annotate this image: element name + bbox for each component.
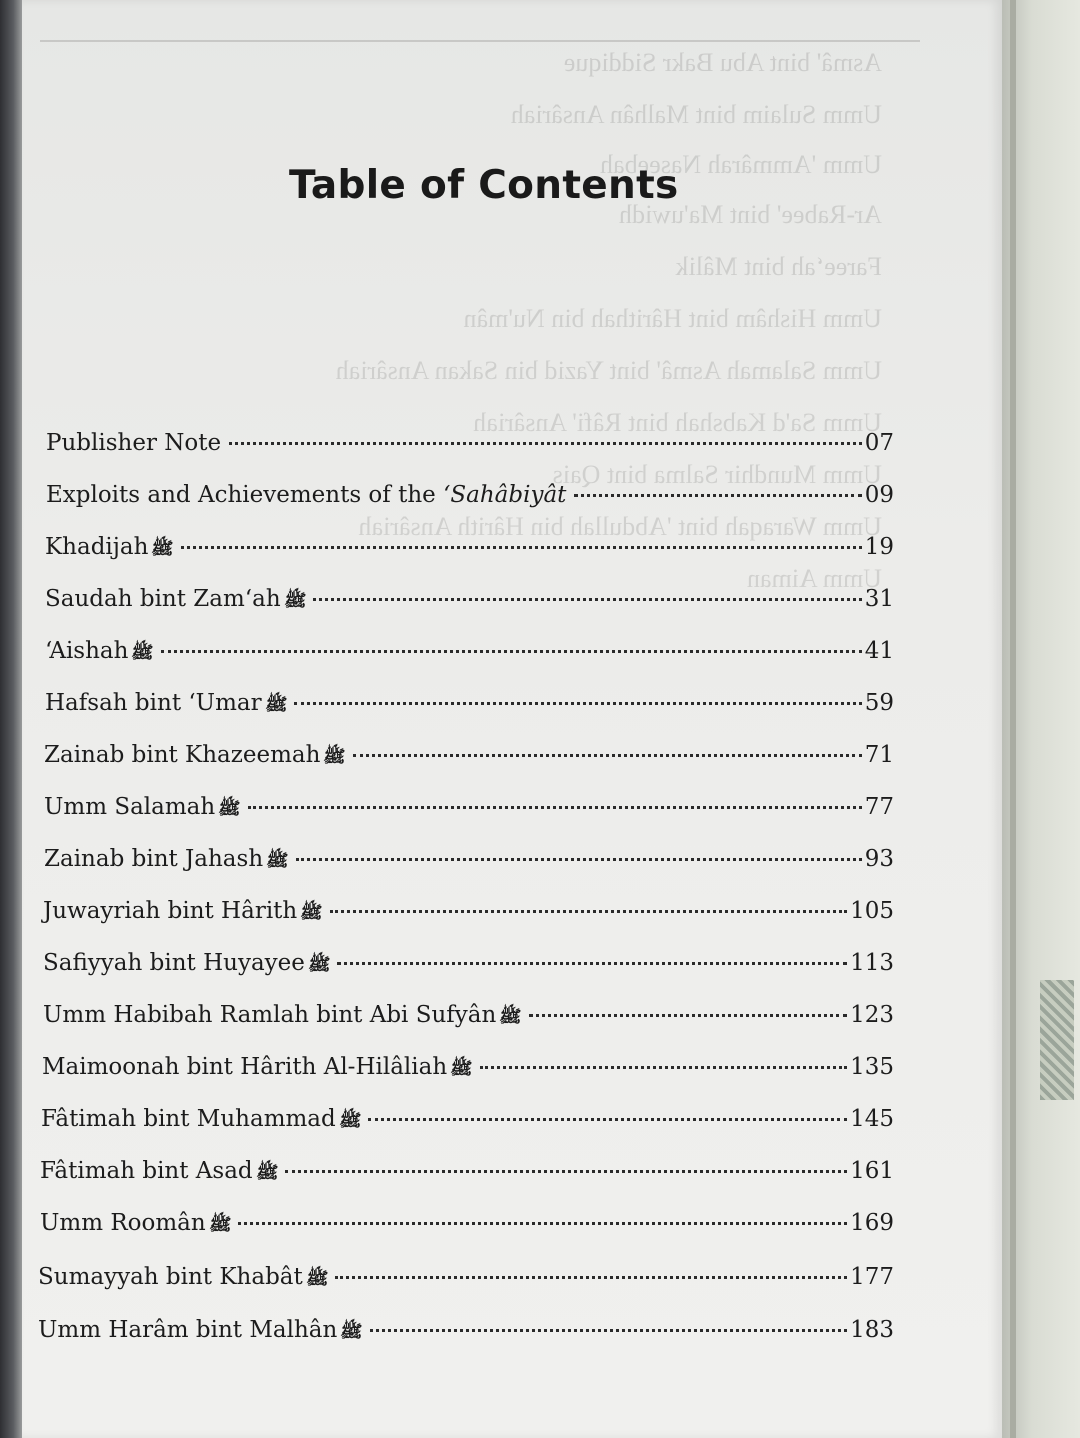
toc-page-number: 145 bbox=[850, 1106, 894, 1132]
honorific-symbol: ﷺ bbox=[340, 1322, 363, 1342]
dot-leader bbox=[480, 1066, 847, 1069]
adjacent-page-edge bbox=[1000, 0, 1080, 1438]
honorific-symbol: ﷺ bbox=[266, 851, 289, 871]
running-header-rule bbox=[40, 40, 920, 42]
toc-entry[interactable] bbox=[42, 1054, 894, 1094]
honorific-symbol: ﷺ bbox=[450, 1059, 473, 1079]
toc-entry[interactable] bbox=[46, 482, 894, 522]
toc-entry-title: Umm Salamah bbox=[44, 794, 216, 820]
toc-entry[interactable] bbox=[38, 1264, 894, 1304]
honorific-symbol: ﷺ bbox=[255, 1163, 279, 1183]
toc-page-number: 177 bbox=[850, 1264, 894, 1290]
toc-entry[interactable] bbox=[45, 534, 894, 574]
toc-page-number: 169 bbox=[850, 1210, 894, 1236]
toc-entry[interactable] bbox=[43, 950, 894, 990]
toc-entry[interactable] bbox=[43, 898, 894, 938]
toc-page-number: 77 bbox=[864, 794, 894, 820]
dot-leader bbox=[229, 442, 862, 445]
dot-leader bbox=[574, 494, 861, 497]
toc-entry[interactable] bbox=[45, 690, 894, 730]
toc-page-number: 105 bbox=[850, 898, 894, 924]
toc-entry[interactable] bbox=[45, 638, 894, 678]
honorific-symbol: ﷺ bbox=[499, 1007, 522, 1027]
toc-entry-title: Khadijah bbox=[45, 534, 149, 560]
toc-entry-title: Umm Harâm bint Malhân bbox=[38, 1317, 338, 1343]
honorific-symbol: ﷺ bbox=[131, 643, 155, 663]
dot-leader bbox=[337, 962, 847, 965]
toc-page-number: 59 bbox=[864, 690, 894, 716]
toc-entry[interactable] bbox=[45, 586, 894, 626]
toc-page-number: 31 bbox=[864, 586, 894, 612]
toc-page-number: 161 bbox=[850, 1158, 894, 1184]
toc-entry-title: Umm Habibah Ramlah bint Abi Sufyân bbox=[43, 1002, 497, 1028]
toc-page-number: 123 bbox=[850, 1002, 894, 1028]
honorific-symbol: ﷺ bbox=[283, 591, 307, 611]
toc-page-number: 183 bbox=[850, 1317, 894, 1343]
toc-entry-title: Fâtimah bint Muhammad bbox=[41, 1106, 336, 1132]
toc-entry-title-roman: Exploits and Achievements of the bbox=[46, 482, 444, 508]
toc-entry-title: Juwayriah bint Hârith bbox=[43, 898, 298, 924]
honorific-symbol: ﷺ bbox=[300, 903, 323, 923]
toc-page-number: 71 bbox=[864, 742, 894, 768]
toc-page-number: 135 bbox=[850, 1054, 894, 1080]
toc-entry-title: Zainab bint Khazeemah bbox=[44, 742, 321, 768]
cover-ornament bbox=[1040, 980, 1074, 1100]
honorific-symbol: ﷺ bbox=[264, 695, 288, 715]
toc-entry[interactable] bbox=[40, 1210, 894, 1250]
toc-entry-title: Publisher Note bbox=[46, 430, 222, 456]
toc-entry-title: Safiyyah bint Huyayee bbox=[43, 950, 305, 976]
toc-page-number: 41 bbox=[864, 638, 894, 664]
dot-leader bbox=[238, 1222, 847, 1225]
toc-entry[interactable] bbox=[41, 1106, 894, 1146]
toc-entry[interactable] bbox=[40, 1158, 894, 1198]
bleed-through-text: Asmâ' bint Abu Bakr Siddique Umm Sulaim bint Malhân Ansâriah Umm 'Ammârah Naseebah Ar-Rabee' bint Ma'uwidh Fareeʻah bint Mâlik Umm Hishâm bint Hârithah bin Nu'mân Umm Salamah Asmâ' bint Yazid bin Sakan Ansâriah Umm Sa'd Kabshah bint Râfi' Ansâriah Umm Mundhir Salma bint Qais Umm Waraqah bint 'Abdullah bin Hârith Ansâriah Umm Aiman bbox=[335, 48, 882, 593]
dot-leader bbox=[330, 910, 847, 913]
toc-entry-title bbox=[46, 482, 566, 508]
dot-leader bbox=[370, 1329, 847, 1332]
toc-entry[interactable] bbox=[38, 1317, 894, 1357]
dot-leader bbox=[529, 1014, 847, 1017]
toc-entry[interactable] bbox=[43, 1002, 894, 1042]
book-spine bbox=[0, 0, 22, 1438]
toc-entry-title: Fâtimah bint Asad bbox=[40, 1158, 253, 1184]
dot-leader bbox=[294, 702, 862, 705]
dot-leader bbox=[313, 598, 862, 601]
honorific-symbol: ﷺ bbox=[208, 1215, 232, 1235]
toc-entry-title: ‘Aishah bbox=[45, 638, 129, 664]
toc-entry-title: Sumayyah bint Khabât bbox=[38, 1264, 303, 1290]
honorific-symbol: ﷺ bbox=[218, 799, 241, 819]
toc-page-number: 19 bbox=[864, 534, 894, 560]
dot-leader bbox=[248, 806, 862, 809]
toc-page-number: 09 bbox=[864, 482, 894, 508]
toc-entry-title: Maimoonah bint Hârith Al-Hilâliah bbox=[42, 1054, 448, 1080]
toc-entry-title: Umm Roomân bbox=[40, 1210, 206, 1236]
toc-page-number: 93 bbox=[864, 846, 894, 872]
toc-entry[interactable] bbox=[44, 742, 894, 782]
dot-leader bbox=[353, 754, 862, 757]
toc-entry-title: Zainab bint Jahash bbox=[44, 846, 264, 872]
dot-leader bbox=[296, 858, 862, 861]
dot-leader bbox=[181, 546, 862, 549]
page-title: Table of Contents bbox=[289, 163, 679, 208]
toc-entry[interactable] bbox=[46, 430, 894, 470]
honorific-symbol: ﷺ bbox=[305, 1269, 329, 1289]
toc-entry-title: Saudah bint Zam‘ah bbox=[45, 586, 281, 612]
dot-leader bbox=[161, 650, 862, 653]
toc-page-number: 113 bbox=[850, 950, 894, 976]
page-edge-stripe bbox=[1010, 0, 1016, 1438]
dot-leader bbox=[335, 1276, 847, 1279]
dot-leader bbox=[368, 1118, 847, 1121]
toc-entry[interactable] bbox=[44, 846, 894, 886]
dot-leader bbox=[285, 1170, 847, 1173]
honorific-symbol: ﷺ bbox=[323, 747, 347, 767]
toc-entry-title-italic: ‘Sahâbiyât bbox=[443, 482, 567, 508]
toc-entry-title: Hafsah bint ‘Umar bbox=[45, 690, 262, 716]
book-page bbox=[22, 0, 1002, 1438]
honorific-symbol: ﷺ bbox=[151, 539, 175, 559]
toc-entry[interactable] bbox=[44, 794, 894, 834]
honorific-symbol: ﷺ bbox=[307, 955, 331, 975]
toc-page-number: 07 bbox=[864, 430, 894, 456]
honorific-symbol: ﷺ bbox=[338, 1111, 362, 1131]
